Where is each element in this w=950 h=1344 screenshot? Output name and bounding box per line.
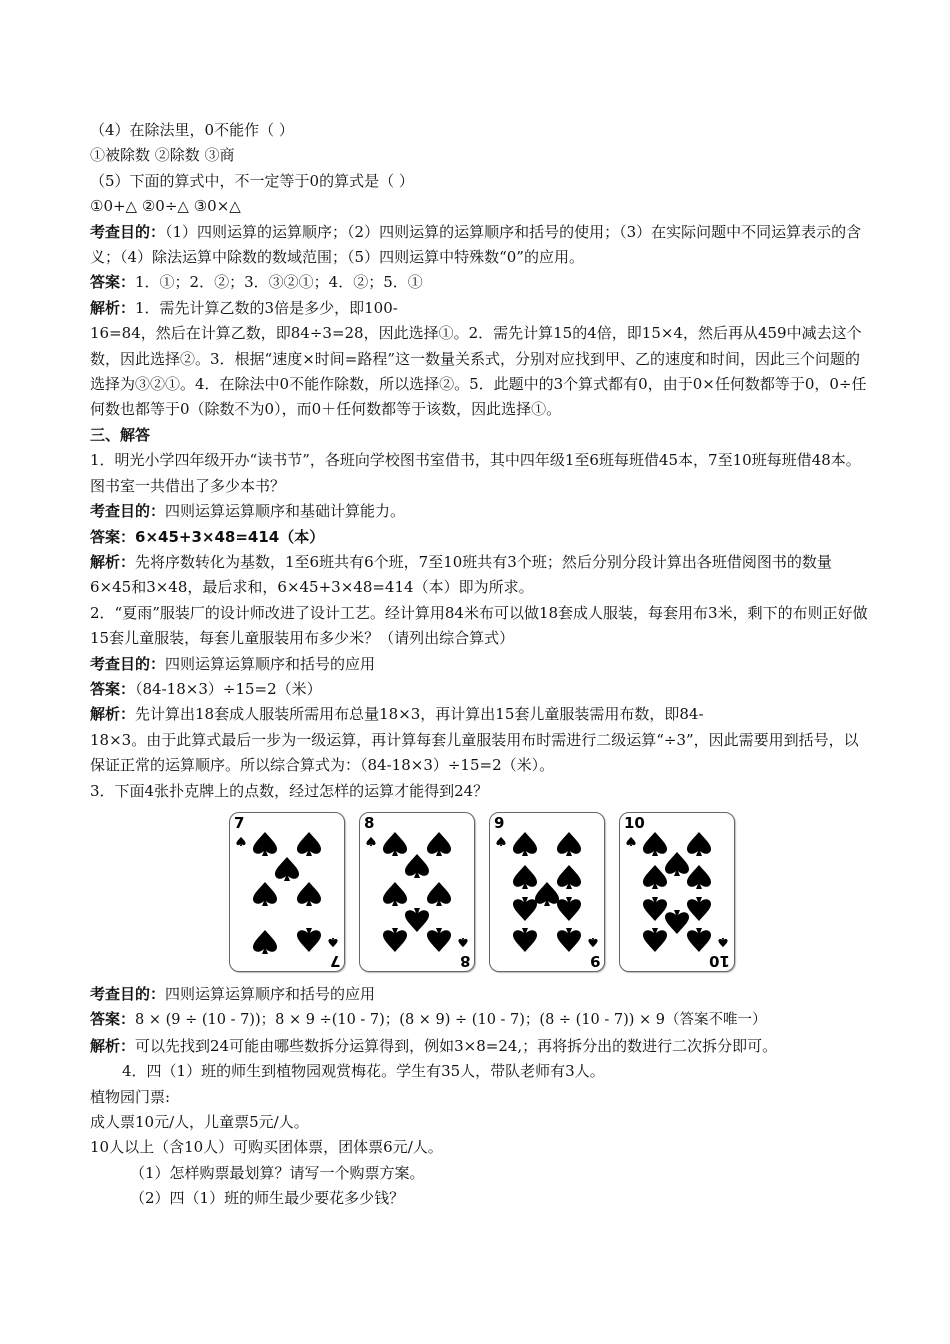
problem-4-q2: （2）四（1）班的师生最少要花多少钱？: [130, 1189, 405, 1208]
explanation-1-rest: 16=84，然后在计算乙数，即84÷3=28，因此选择①。2．需先计算15的4倍，即15×4，然后再从459中减去这个数，因此选择②。3．根据“速度×时间=路程”这一数量关系式，分别对应找到甲、乙的速度和时间，因此三个问题的选择为③②①。4．在除法中0不能作除数，所以选择②。5．此题中的3个算式都有0，由于0×任何数都等于0，0÷任何数也都等于0（除数不为0），而0＋任何数都等于该数，因此选择①。: [90, 324, 867, 419]
corner-spade-icon: [496, 837, 505, 846]
spade-icon: [383, 928, 407, 952]
answer-label: 答案：: [90, 1010, 136, 1029]
problem-4-q1: （1）怎样购票最划算？请写一个购票方案。: [130, 1163, 425, 1182]
problem-4-a: 植物园门票:: [90, 1087, 171, 1106]
spade-icon: [383, 832, 407, 856]
goal-1: [90, 220, 870, 271]
spade-icon: [427, 882, 451, 906]
corner-spade-icon: [366, 837, 375, 846]
spade-icon: [643, 928, 667, 952]
spade-icon: [557, 832, 581, 856]
spade-icon: [557, 865, 581, 889]
card-rank-bottom: 8: [459, 951, 470, 970]
answer-3: [90, 677, 870, 702]
answer-1: [90, 270, 870, 295]
answer-label: 答案：: [90, 679, 136, 698]
question-5: （5）下面的算式中，不一定等于0的算式是（ ）: [90, 171, 414, 190]
question-4: （4）在除法里，0不能作（ ）: [90, 121, 294, 139]
card-rank-bottom: 9: [589, 951, 600, 970]
answer-text: （84-18×3）÷15=2（米）: [135, 679, 322, 698]
goal-3: [90, 652, 870, 677]
card-rank: 10: [624, 813, 645, 832]
card-rank-bottom: 10: [709, 951, 730, 970]
explanation-label: 解析：: [90, 1036, 136, 1055]
goal-label: 考查目的：: [90, 654, 166, 673]
goal-label: 考查目的：: [90, 222, 166, 241]
spade-icon: [275, 857, 299, 881]
spade-icon: [557, 897, 581, 921]
answer-2: [90, 525, 870, 550]
explanation-text: 先计算出18套成人服装所需用布总量18×3，再计算出15套儿童服装需用布数，即84-: [135, 705, 704, 724]
spade-icon: [643, 897, 667, 921]
explanation-label: 解析：: [90, 705, 136, 724]
problem-2: 2．“夏雨”服装厂的设计师改进了设计工艺。经计算用84米布可以做18套成人服装，每套用布3米，剩下的布则正好做15套儿童服装，每套儿童服装用布多少米？（请列出综合算式）: [90, 603, 868, 648]
spade-icon: [687, 928, 711, 952]
answer-text: 6×45+3×48=414（本）: [135, 527, 325, 546]
spade-icon: [665, 910, 689, 934]
explanation-text: 可以先找到24可能由哪些数拆分运算得到，例如3×8=24,；再将拆分出的数进行二次拆分即可。: [135, 1036, 778, 1055]
spade-icon: [687, 865, 711, 889]
explanation-2: [90, 550, 870, 601]
playing-card-8: [359, 812, 475, 972]
corner-spade-icon: [588, 938, 597, 947]
problem-3: 3．下面4张扑克牌上的点数，经过怎样的运算才能得到24？: [90, 781, 489, 800]
explanation-1-line1: [90, 296, 870, 321]
spade-icon: [253, 832, 277, 856]
goal-label: 考查目的：: [90, 502, 166, 521]
goal-text: （1）四则运算的运算顺序；（2）四则运算的运算顺序和括号的使用；（3）在实际问题中不同运算表示的含义；（4）除法运算中除数的数域范围；（5）四则运算中特殊数“0”的应用。: [90, 222, 862, 267]
spade-icon: [383, 882, 407, 906]
playing-card-7: [229, 812, 345, 972]
spade-icon: [405, 854, 429, 878]
spade-icon: [687, 897, 711, 921]
playing-card-10: [619, 812, 735, 972]
spade-icon: [297, 882, 321, 906]
spade-icon: [535, 882, 559, 906]
goal-label: 考查目的：: [90, 984, 166, 1003]
problem-4: 4．四（1）班的师生到植物园观赏梅花。学生有35人，带队老师有3人。: [122, 1062, 605, 1081]
spade-icon: [665, 852, 689, 876]
spade-pips: [620, 813, 734, 971]
card-rank: 8: [364, 813, 375, 832]
answer-4: [90, 1007, 870, 1033]
spade-icon: [513, 897, 537, 921]
goal-2: [90, 499, 870, 524]
card-rank-bottom: 7: [329, 951, 340, 970]
problem-1: 1．明光小学四年级开办“读书节”，各班向学校图书室借书，其中四年级1至6班每班借45本，7至10班每班借48本。图书室一共借出了多少本书？: [90, 451, 861, 495]
corner-spade-icon: [626, 837, 635, 846]
spade-icon: [513, 865, 537, 889]
problem-4-c: 10人以上（含10人）可购买团体票，团体票6元/人。: [90, 1138, 443, 1157]
problem-4-b: 成人票10元/人，儿童票5元/人。: [90, 1113, 309, 1131]
spade-icon: [405, 908, 429, 932]
answer-text: 8 × (9 ÷ (10 - 7))；8 × 9 ÷(10 - 7)；(8 × 9) ÷ (10 - 7)；(8 ÷ (10 - 7)) × 9（答案不唯一）: [135, 1012, 767, 1029]
spade-pips: [490, 813, 604, 971]
explanation-3-rest: 18×3。由于此算式最后一步为一级运算，再计算每套儿童服装用布时需进行二级运算“÷3”，因此需要用到括号，以保证正常的运算顺序。所以综合算式为：（84-18×3）÷15=2（米）。: [90, 730, 859, 775]
goal-text: 四则运算运算顺序和括号的应用: [165, 984, 376, 1003]
explanation-text: 先将序数转化为基数，1至6班共有6个班，7至10班共有3个班；然后分别分段计算出各班借阅图书的数量6×45和3×48，最后求和，6×45+3×48=414（本）即为所求。: [90, 552, 832, 597]
answer-text: 1．①；2．②；3．③②①；4．②；5．①: [135, 273, 423, 292]
card-rank: 9: [494, 813, 505, 832]
playing-card-9: [489, 812, 605, 972]
explanation-text: 1．需先计算乙数的3倍是多少，即100-: [135, 298, 398, 317]
spade-icon: [253, 882, 277, 906]
explanation-3-line1: [90, 702, 870, 727]
document-page: [90, 118, 870, 1212]
spade-icon: [643, 865, 667, 889]
explanation-label: 解析：: [90, 298, 136, 317]
explanation-label: 解析：: [90, 552, 136, 571]
corner-spade-icon: [328, 938, 337, 947]
section-heading: 三、解答: [90, 425, 151, 444]
spade-icon: [297, 928, 321, 952]
spade-icon: [687, 832, 711, 856]
card-rank: 7: [234, 813, 245, 832]
goal-text: 四则运算运算顺序和括号的应用: [165, 654, 376, 673]
spade-icon: [513, 832, 537, 856]
spade-pips: [230, 813, 344, 971]
corner-spade-icon: [236, 837, 245, 846]
corner-spade-icon: [458, 938, 467, 947]
spade-icon: [557, 928, 581, 952]
answer-label: 答案：: [90, 273, 136, 292]
goal-4: [90, 982, 870, 1007]
question-5-options: ①0+△ ②0÷△ ③0×△: [90, 197, 241, 216]
spade-pips: [360, 813, 474, 971]
spade-icon: [297, 832, 321, 856]
spade-icon: [643, 832, 667, 856]
corner-spade-icon: [718, 938, 727, 947]
playing-cards: [229, 812, 870, 974]
spade-icon: [427, 832, 451, 856]
explanation-4: [90, 1034, 870, 1059]
goal-text: 四则运算运算顺序和基础计算能力。: [165, 502, 406, 521]
spade-icon: [253, 930, 277, 954]
spade-icon: [513, 928, 537, 952]
spade-icon: [427, 928, 451, 952]
question-4-options: ①被除数 ②除数 ③商: [90, 146, 235, 165]
answer-label: 答案：: [90, 527, 136, 546]
